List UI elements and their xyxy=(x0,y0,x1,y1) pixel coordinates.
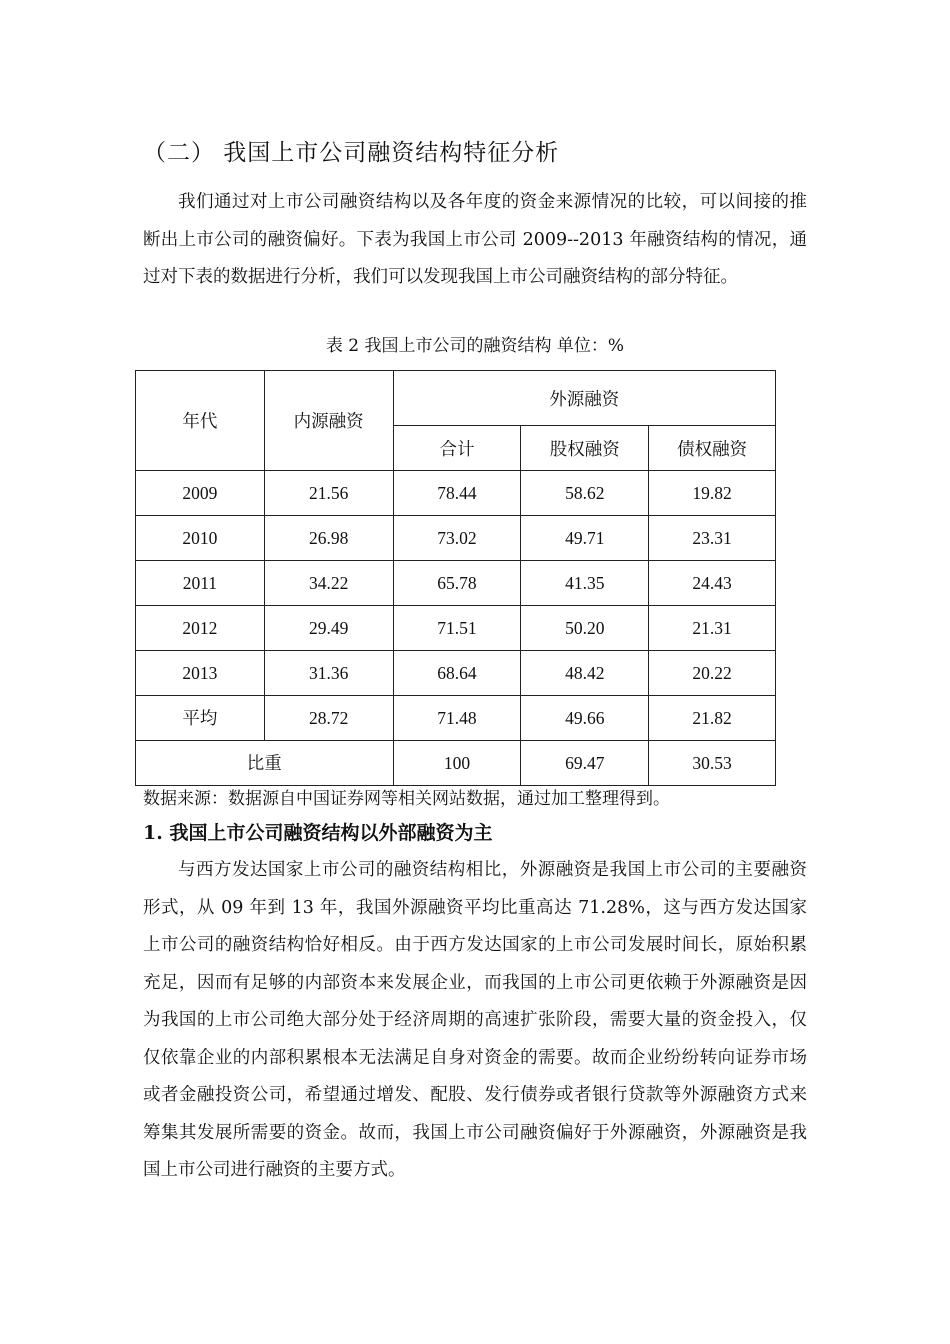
cell-equity: 49.66 xyxy=(521,696,649,741)
cell-debt: 19.82 xyxy=(649,471,776,516)
cell-year: 2013 xyxy=(136,651,265,696)
cell-year: 2010 xyxy=(136,516,265,561)
cell-year: 2011 xyxy=(136,561,265,606)
cell-equity: 41.35 xyxy=(521,561,649,606)
cell-debt: 21.31 xyxy=(649,606,776,651)
cell-debt: 30.53 xyxy=(649,741,776,786)
header-equity: 股权融资 xyxy=(521,426,649,471)
cell-total: 71.51 xyxy=(393,606,521,651)
body-paragraph: 与西方发达国家上市公司的融资结构相比，外源融资是我国上市公司的主要融资形式，从 09 年到 13 年，我国外源融资平均比重高达 71.28%，这与西方发达国家上市公司的融资结构恰好相反。由于西方发达国家的上市公司发展时间长，原始积累充足，因而有足够的内部资本来发展企业，而我国的上市公司更依赖于外源融资是因为我国的上市公司绝大部分处于经济周期的高速扩张阶段，需要大量的资金投入，仅仅依靠企业的内部积累根本无法满足自身对资金的需要。故而企业纷纷转向证券市场或者金融投资公司，希望通过增发、配股、发行债券或者银行贷款等外源融资方式来筹集其发展所需要的资金。故而，我国上市公司融资偏好于外源融资，外源融资是我国上市公司进行融资的主要方式。 xyxy=(143,860,807,1180)
cell-internal: 29.49 xyxy=(264,606,393,651)
cell-debt: 23.31 xyxy=(649,516,776,561)
table-row-proportion xyxy=(136,741,776,786)
section-heading: （二） 我国上市公司融资结构特征分析 xyxy=(143,140,560,166)
table-row xyxy=(136,471,776,516)
header-external: 外源融资 xyxy=(393,371,775,426)
table-row xyxy=(136,516,776,561)
cell-total: 71.48 xyxy=(393,696,521,741)
data-source-note: 数据来源：数据源自中国证券网等相关网站数据，通过加工整理得到。 xyxy=(143,789,670,809)
financing-structure-table xyxy=(135,370,776,786)
subheading: 1. 我国上市公司融资结构以外部融资为主 xyxy=(143,822,493,844)
cell-debt: 20.22 xyxy=(649,651,776,696)
header-internal: 内源融资 xyxy=(264,371,393,471)
table-row-average xyxy=(136,696,776,741)
cell-year: 2012 xyxy=(136,606,265,651)
cell-internal: 26.98 xyxy=(264,516,393,561)
cell-total: 68.64 xyxy=(393,651,521,696)
cell-equity: 48.42 xyxy=(521,651,649,696)
cell-internal: 21.56 xyxy=(264,471,393,516)
cell-equity: 49.71 xyxy=(521,516,649,561)
cell-year: 平均 xyxy=(136,696,265,741)
cell-internal: 28.72 xyxy=(264,696,393,741)
table-row xyxy=(136,651,776,696)
cell-debt: 21.82 xyxy=(649,696,776,741)
table-caption: 表 2 我国上市公司的融资结构 单位：% xyxy=(325,336,625,356)
cell-total: 78.44 xyxy=(393,471,521,516)
cell-internal: 34.22 xyxy=(264,561,393,606)
cell-total: 65.78 xyxy=(393,561,521,606)
cell-total: 73.02 xyxy=(393,516,521,561)
table-row xyxy=(136,561,776,606)
table-row xyxy=(136,606,776,651)
cell-equity: 69.47 xyxy=(521,741,649,786)
header-year: 年代 xyxy=(136,371,265,471)
header-total: 合计 xyxy=(393,426,521,471)
cell-internal: 31.36 xyxy=(264,651,393,696)
cell-total: 100 xyxy=(393,741,521,786)
header-debt: 债权融资 xyxy=(649,426,776,471)
cell-year: 2009 xyxy=(136,471,265,516)
cell-proportion-label: 比重 xyxy=(136,741,394,786)
intro-paragraph: 我们通过对上市公司融资结构以及各年度的资金来源情况的比较，可以间接的推断出上市公司的融资偏好。下表为我国上市公司 2009--2013 年融资结构的情况，通过对下表的数据进行分析，我们可以发现我国上市公司融资结构的部分特征。 xyxy=(143,192,807,287)
cell-equity: 50.20 xyxy=(521,606,649,651)
cell-debt: 24.43 xyxy=(649,561,776,606)
cell-equity: 58.62 xyxy=(521,471,649,516)
